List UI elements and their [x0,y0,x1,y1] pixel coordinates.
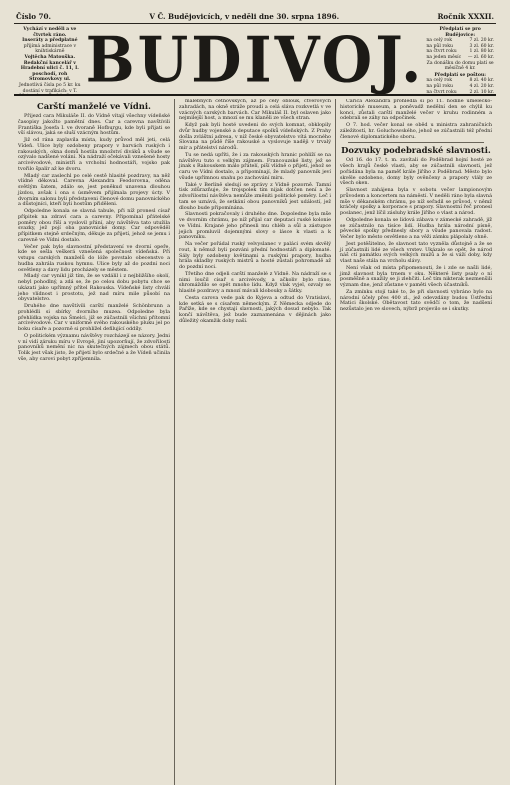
paragraph: O 7. hod. večer konal se oběd u ministra zahraničních záležitostí, hr. Goluchowského, jehož se zúčastnili též přední členové diplomatického sboru. [340,122,492,140]
subscription-local-heading: Předplatí se pro Budějovice: [439,27,481,38]
masthead [14,23,496,97]
paragraph: O politickém významu návštěvy rozcházejí se názory. Jedni v ní vidí záruku míru v Evropě, jiní upozorňují, že zdvořilosti panovníků nemění nic na skutečných zájmech obou států. Tolik jest však jisto, že přijetí bylo srdečné a že Vídeň učinila vše, aby carovi pobyt zpříjemnila. [18,332,170,362]
subscription-price: 3 zl. 60 kr. [469,43,494,49]
paragraph: Carica Alexandra prohlédla si po 11. hodině umělecko-historické museum, a poněvadž nedělní den se chýlil ku konci, zůstali carští manželé večer v kruhu rodinném a odebrali se záhy na odpočinek. [340,99,492,122]
publisher-info-line: Vojtěcha Matouška. [24,54,76,60]
publisher-info-line: Redakční kancelář v Hradební ulici č. 11, I. poschodí, roh Stromovkovy ul. [20,60,79,83]
subscription-price: 7 zl. 20 kr. [469,38,494,44]
subscription-price: 2 zl. 10 kr. [469,89,494,94]
issue-number: Číslo 70. [16,12,52,21]
publisher-info-line: Vychází v neděli a ve čtvrtek ráno. [23,27,77,38]
subscription-row [426,90,494,94]
paragraph: malebných četnovských, až po celý oblouk, čtverových zahradách, na okně stráže proudí a celá sláva rozkvetlá v ve vzácných carských barvách. Car Mikuláš II. byl oslaven jako nejmilejší host, a mnozí se mu klaněli ze všech stran. [179,99,331,122]
dateline: V Č. Budějovicích, v neděli dne 30. srpna 1896. [149,12,340,21]
article-body-tsar-end [340,99,492,140]
subscription-post-heading: Předplatí se poštou: [434,72,486,78]
newspaper-title: BUDIVOJ. [85,23,425,97]
paragraph: Večer pak bylo slavnostní představení ve dvorní opeře, kde se sešla veškerá vznešená společnost vídeňská. Při vstupu carských manželů do lóže povstalo obecenstvo a hudba zahrála ruskou hymnu. Ulice byly až do pozdní noci osvětleny a davy lidu procházely se městem. [18,243,170,273]
column-2 [174,99,335,785]
paragraph: Od 16. do 17. t. m. zavítali do Poděbrad hojní hosté ze všech krajů české vlasti, aby se zúčastnili slavnosti, jež pořádána byla na paměť krále Jiřího z Poděbrad. Město bylo skvěle ozdobeno, domy byly ověnčeny a prapory vlály ze všech oken. [340,157,492,187]
paragraph: Jest potěšitelno, že slavnost tato vyzněla důstojně a že se jí zúčastnili lidé ze všech vrstev. Ukázalo se opět, že národ náš ctí památku svých velkých mužů a že si váží doby, kdy vlast naše stála na vrcholu slávy. [340,240,492,264]
subscription-period: na půl roku [426,43,454,49]
article-body-tsar [18,114,170,363]
subscription-price: — zl. 60 kr. [467,54,494,60]
paragraph: Třetího dne odjeli carští manželé z Vídně. Na nádraží se s nimi loučil císař s arcivévody, a ačkoliv bylo ráno, shromáždilo se opět mnoho lidu. Když vlak vyjel, ozvaly se hlasité pozdravy a mnozí mávali klobouky a šátky. [179,270,331,294]
column-1 [14,99,174,785]
subscription-post-rows [426,78,494,94]
publisher-info-line: Inseráty a předplatné [22,38,78,44]
paragraph: Slavnost zahájena byla v sobotu večer lampionovým průvodem a koncertem na náměstí. V neděli ráno byla slavná mše v děkanském chrámu, po níž seřadil se průvod, v němž kráčely spolky a korporace s prapory. Slavnostní řeč pronesl poslanec, jenž líčil zásluhy krále Jiřího o vlast a národ. [340,187,492,216]
subscription-price: 1 zl. 80 kr. [469,49,494,55]
paragraph: Slavnosti pokračovaly i druhého dne. Dopoledne byla mše ve dvorním chrámu, po níž přijal car deputaci ruské kolonie ve Vídni. Krajané jeho přinesli mu chléb a sůl a zástupce jejich promluvil dojemnými slovy o lásce k vlasti a k panovníku. [179,211,331,241]
article-body-podebrady [340,158,492,313]
publisher-info-line: Jednotlivá čísla po 5 kr. ku dostání v trafikách: v T. [19,82,81,94]
paragraph: Mladý car vynikl již tím, že se vzdálil i z nejbližšího okolí, nebyl pohodlný, a zdá se, že po celou dobu pobytu chce se ukázati jako upřímný přítel Rakouska. Vídeňské listy chválí jeho vlídnost i prostotu, jež nad míru mile působí na obyvatelstvo. [18,273,170,303]
article-divider [348,142,484,143]
article-headline-podebrady: Dozvuky podebradské slavnosti. [341,145,491,156]
delivery-note: Za donášku do domu platí se měsíčně 4 kr. [426,60,494,72]
header-line [14,12,496,24]
column-3 [335,99,496,785]
paragraph: Není však od místa připomenouti, že i zde se našli lidé, jimž slavnost byla trnem v oku. Některé listy psaly o ní posměšně a snažily se ji zlehčiti. Leč tím nikterak nezmenšili význam dne, jenž zůstane v paměti všech účastníků. [340,264,492,288]
subscription-period: na půl roku [426,83,454,89]
subscription-price: 8 zl. 40 kr. [469,78,494,84]
paragraph: Již od rána zaplavila místa, kudy průvod měl jeti, celá Vídeň. Ulice byly ozdobeny prapory v barvách ruských i rakouských, okna domů hostila množství diváků a všude se ozývalo nadšené volání. Na nádraží očekávali vznešené hosty arcivévodové, ministři a vrcholní hodnostáři, vojsko pak tvořilo špalír až ke dvoru. [18,137,170,172]
subscription-period: na čtvrt roku [426,49,457,55]
paragraph: Na večer pořádal ruský velvyslanec v paláci svém skvělý rout, k němuž byli pozváni přední hodnostáři a diplomaté. Sály byly ozdobeny květinami a ruskými prapory, hudba hrála skladby ruských mistrů a hosté zůstali pohromadě až do pozdní noci. [179,241,331,270]
subscription-period: na celý rok [426,78,453,84]
subscription-info [424,26,496,94]
masthead-title-area [85,23,425,97]
paragraph: Druhého dne navštívili carští manželé Schönbrunn a prohlédli si sbírky dvorního muzea. Odpoledne byla přehlídka vojska na Šmelci, jíž se zúčastnili všichni přítomní arcivévodové. Car v uniformě svého rakouského pluku jel po boku císaře a pozorně si prohlížel defilující oddíly. [18,303,170,332]
paragraph: Když pak byli hosté uvedeni do svých komnat, obklopily dvůr hudby vojenské a deputace spolků vídeňských. Z Prahy došla zvláštní adresa, v níž české obyvatelstvo vítá mocného Slovana na půdě říše rakouské a vyslovuje naději v trvalý mír a přátelství národů. [179,122,331,151]
publisher-info [14,26,86,94]
subscription-row [426,55,494,61]
volume-number: Ročník XXXII. [437,12,494,21]
subscription-period: na jeden měsíc [426,54,462,60]
publisher-info-line: přijímá administrace v knihtiskárně [23,43,77,55]
article-body-tsar-continued [179,99,331,325]
paragraph: Odpoledne konala se slavná tabule, při níž pronesl císař přípitek na zdraví cara a carevny. Připomínal přátelské poměry obou říší a vyslovil přání, aby návštěva tato utužila svazky, jež pojí oba panovnické domy. Car odpověděl přípitkem stejně srdečným, děkuje za přijetí, jehož se jemu i carevně ve Vídni dostalo. [18,208,170,243]
paragraph: Tu se nedá upříti, že i za rakouských hranic pohlíží se na návštěvu tuto s velkým zájmem. Francouzské listy, jež se jinak s Rakouskem málo přátelí, píší vlídně o přijetí, jehož se caru ve Vídni dostalo, a připomínají, že mladý panovník jeví všude upřímnou snahu po zachování míru. [179,151,331,181]
subscription-period: na čtvrt roku [426,89,457,94]
paragraph: Za zmínku stojí také to, že při slavnosti vybráno bylo na národní účely přes 400 zl., jež odevzdány budou Ústřední Matici školské. Obětavost tato svědčí o tom, že nadšení nezůstalo jen ve slovech, nýbrž projevilo se i skutky. [340,288,492,312]
paragraph: Odpoledne konala se lidová zábava v zámecké zahradě, jíž se zúčastnilo na tisíce lidí. Hudba hrála národní písně, pěvecké spolky přednesly sbory a všude panovala radost. Večer bylo město osvětleno a na věži zámku plápolaly ohně. [340,216,492,240]
subscription-price: 4 zl. 20 kr. [469,83,494,89]
subscription-period: na celý rok [426,38,453,44]
paragraph: Cesta carova vede pak do Kyjeva a odtud do Vratislavi, kde setká se s císařem německým. Z Německa odjede do Paříže, kde se chystají slavnosti, jakých dosud nebylo. Tak končí návštěva, jež bude zaznamenána v dějinách jako důležitý okamžik doby naší. [179,294,331,324]
article-columns [14,99,496,785]
paragraph: Přijezd cara Mikuláše II. do Vídně vítají všechny vídeňské časopisy jakožto pamětní dnes. Car a carevna navštívili Františka Josefa I. ve dvoraně Hofburgu, kde byli přijati se vší slávou, jaká se sluší vzácným hostům. [18,113,170,137]
paragraph: Také v Berlíně sledují se zprávy z Vídně pozorně. Tamní tisk zdůrazňuje, že trojspolek tím nijak dotčen není a že zdvořilostní návštěva nemůže změniti politické poměry. Leč i tam se uznává, že setkání obou panovníků jest událostí, jež dlouho bude připomínána. [179,181,331,211]
article-headline-tsar: Carští manželé ve Vídni. [37,101,151,111]
paragraph: Mladý car zaslechl po celé cestě hlasité pozdravy, na něž vlídně děkoval. Carevna Alexandra Feodorovna, oděna světlým šatem, zdálo se, jest poněkud unavena dlouhou jízdou, avšak i ona s úsměvem přijímala projevy úcty. V dvorním salonu byli představeni členové domu panovnického a důstojníci, kteří byli hostům přiděleni. [18,172,170,208]
subscription-local-rows [426,38,494,60]
